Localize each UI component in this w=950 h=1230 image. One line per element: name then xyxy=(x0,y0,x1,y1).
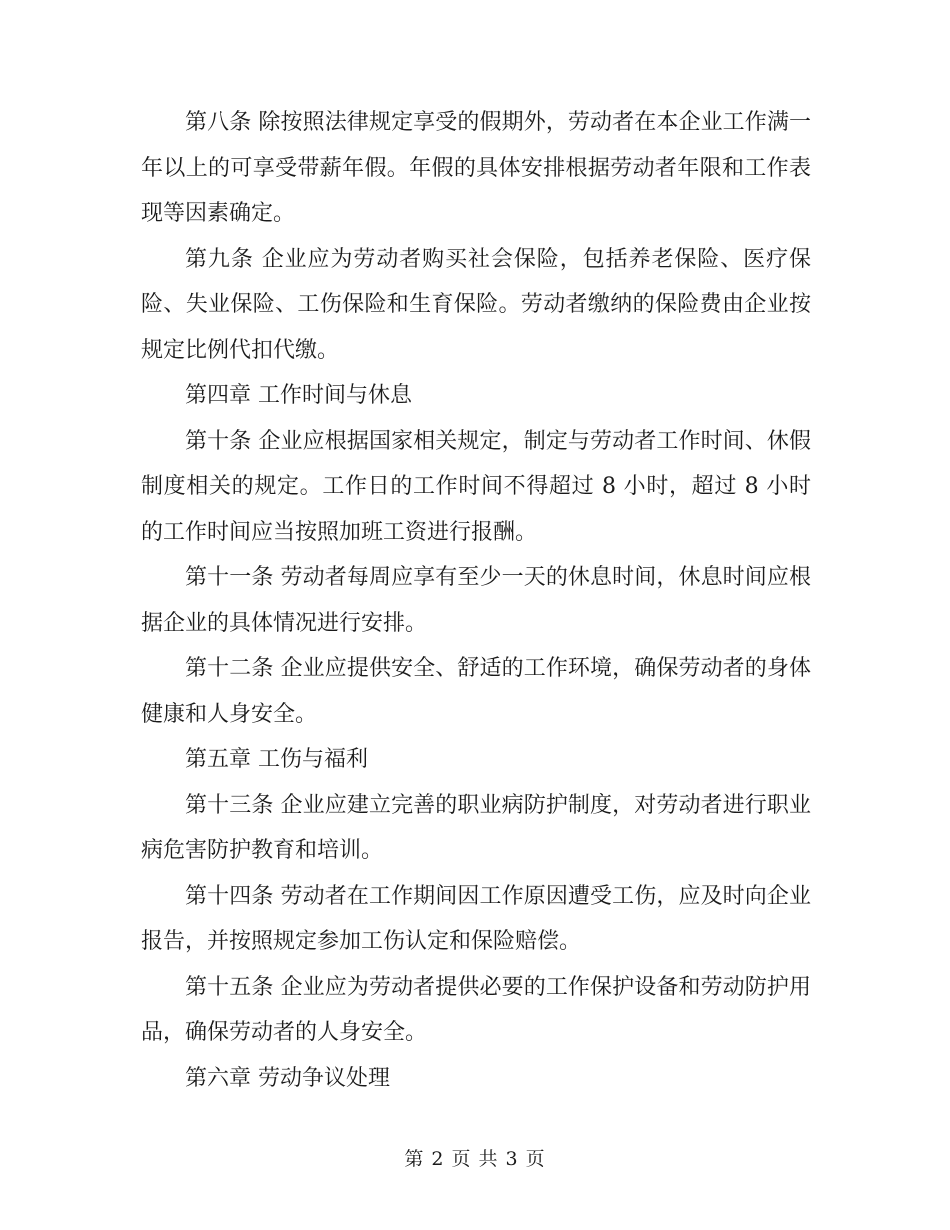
document-body xyxy=(141,100,811,1101)
article-14: 第十四条 劳动者在工作期间因工作原因遭受工伤，应及时向企业报告，并按照规定参加工伤认定和保险赔偿。 xyxy=(141,883,811,954)
article-8: 第八条 除按照法律规定享受的假期外，劳动者在本企业工作满一年以上的可享受带薪年假。年假的具体安排根据劳动者年限和工作表现等因素确定。 xyxy=(141,110,811,226)
page-number-footer: 第 2 页 共 3 页 xyxy=(404,1148,546,1170)
chapter-5-heading: 第五章 工伤与福利 xyxy=(185,747,368,772)
article-9: 第九条 企业应为劳动者购买社会保险，包括养老保险、医疗保险、失业保险、工伤保险和生育保险。劳动者缴纳的保险费由企业按规定比例代扣代缴。 xyxy=(141,246,811,363)
article-10: 第十条 企业应根据国家相关规定，制定与劳动者工作时间、休假制度相关的规定。工作日的工作时间不得超过 8 小时，超过 8 小时的工作时间应当按照加班工资进行报酬。 xyxy=(141,428,811,545)
article-12: 第十二条 企业应提供安全、舒适的工作环境，确保劳动者的身体健康和人身安全。 xyxy=(141,656,811,727)
article-13: 第十三条 企业应建立完善的职业病防护制度，对劳动者进行职业病危害防护教育和培训。 xyxy=(141,792,811,863)
chapter-6-heading: 第六章 劳动争议处理 xyxy=(185,1065,390,1091)
chapter-4-heading: 第四章 工作时间与休息 xyxy=(185,383,412,408)
article-11: 第十一条 劳动者每周应享有至少一天的休息时间，休息时间应根据企业的具体情况进行安排。 xyxy=(141,565,811,636)
article-15: 第十五条 企业应为劳动者提供必要的工作保护设备和劳动防护用品，确保劳动者的人身安全。 xyxy=(141,974,811,1045)
